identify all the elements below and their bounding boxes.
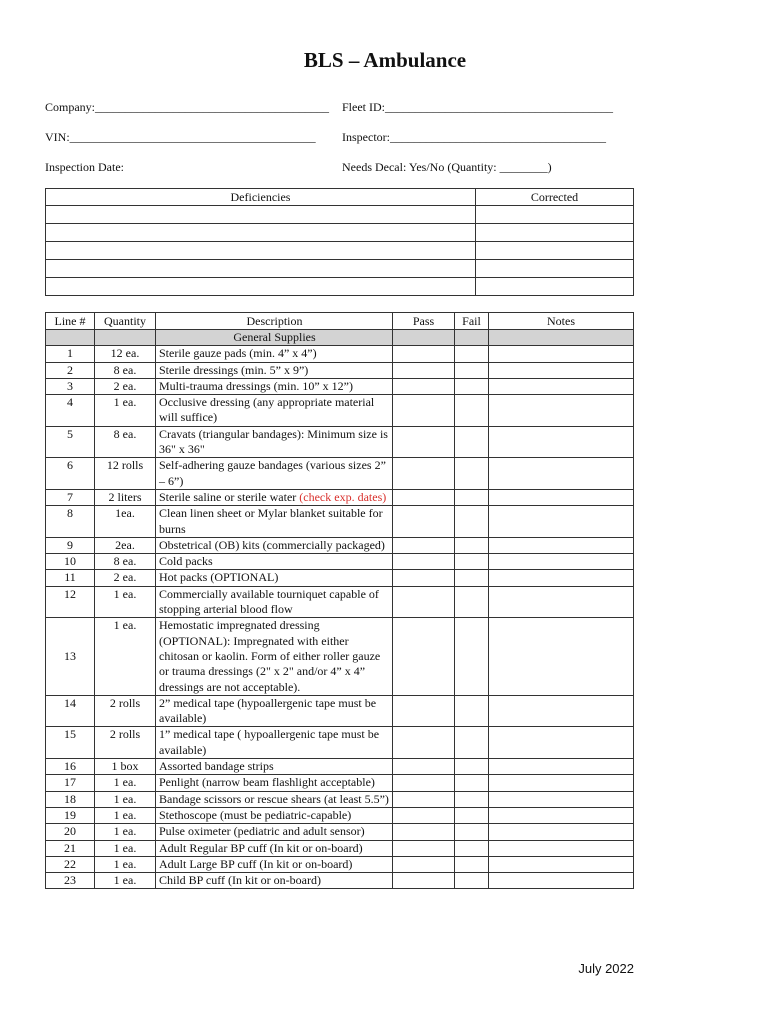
quantity: 1 ea. <box>95 824 156 840</box>
line-number: 1 <box>46 346 95 362</box>
quantity: 2 ea. <box>95 378 156 394</box>
description-text: Cravats (triangular bandages): Minimum size is 36" x 36" <box>159 426 388 457</box>
section-row <box>46 330 634 346</box>
table-row <box>46 775 634 791</box>
quantity: 1 ea. <box>95 807 156 823</box>
notes-cell[interactable] <box>489 489 634 505</box>
deficiency-row <box>46 278 634 296</box>
corrected-cell[interactable] <box>476 278 634 296</box>
description <box>156 554 393 570</box>
description-text: Occlusive dressing (any appropriate material will suffice) <box>159 395 375 425</box>
notes-cell[interactable] <box>489 727 634 759</box>
description-text: Adult Regular BP cuff (In kit or on-board) <box>159 840 363 855</box>
pass-cell[interactable] <box>393 586 455 618</box>
quantity: 1 ea. <box>95 873 156 889</box>
line-number: 11 <box>46 570 95 586</box>
section-label: General Supplies <box>156 330 393 346</box>
notes-cell[interactable] <box>489 791 634 807</box>
quantity: 1 ea. <box>95 618 156 695</box>
fail-cell[interactable] <box>455 727 489 759</box>
description-text: Bandage scissors or rescue shears (at least 5.5”) <box>159 791 389 806</box>
table-row <box>46 695 634 727</box>
description <box>156 489 393 505</box>
line-number: 5 <box>46 426 95 458</box>
quantity: 1 ea. <box>95 856 156 872</box>
fail-cell[interactable] <box>455 570 489 586</box>
line-number: 14 <box>46 695 95 727</box>
line-number: 3 <box>46 378 95 394</box>
table-row <box>46 586 634 618</box>
description <box>156 727 393 759</box>
fail-cell[interactable] <box>455 554 489 570</box>
fail-cell[interactable] <box>455 695 489 727</box>
quantity: 2 rolls <box>95 727 156 759</box>
line-number: 17 <box>46 775 95 791</box>
table-row <box>46 346 634 362</box>
table-row <box>46 458 634 490</box>
description <box>156 570 393 586</box>
pass-cell[interactable] <box>393 570 455 586</box>
notes-cell[interactable] <box>489 840 634 856</box>
deficiency-row <box>46 224 634 242</box>
fail-cell[interactable] <box>455 506 489 538</box>
quantity: 1 ea. <box>95 840 156 856</box>
notes-cell[interactable] <box>489 618 634 695</box>
corrected-header: Corrected <box>476 189 634 206</box>
line-number: 7 <box>46 489 95 505</box>
line-number: 12 <box>46 586 95 618</box>
deficiency-row <box>46 242 634 260</box>
description-text: Sterile dressings (min. 5” x 9”) <box>159 362 309 377</box>
line-number: 21 <box>46 840 95 856</box>
deficiency-cell[interactable] <box>46 242 476 260</box>
description-text: Hemostatic impregnated dressing (OPTIONAL): Impregnated with either chitosan or kaolin. Form of either roller gauze or trauma dressings (2" x 2" and/or 4” x 4” dressings are not acceptable). <box>159 618 381 694</box>
table-row <box>46 362 634 378</box>
notes-cell[interactable] <box>489 775 634 791</box>
line-number: 23 <box>46 873 95 889</box>
line-number: 4 <box>46 395 95 427</box>
table-row <box>46 426 634 458</box>
quantity: 8 ea. <box>95 362 156 378</box>
description-text: Sterile gauze pads (min. 4” x 4”) <box>159 346 317 361</box>
pass-cell[interactable] <box>393 489 455 505</box>
pass-cell[interactable] <box>393 506 455 538</box>
deficiency-cell[interactable] <box>46 206 476 224</box>
fail-cell[interactable] <box>455 458 489 490</box>
pass-cell[interactable] <box>393 378 455 394</box>
notes-header: Notes <box>489 313 634 330</box>
quantity: 1 ea. <box>95 791 156 807</box>
description-text: 2” medical tape (hypoallergenic tape must be available) <box>159 695 377 726</box>
quantity-header: Quantity <box>95 313 156 330</box>
description-text: Assorted bandage strips <box>159 759 274 774</box>
fail-cell[interactable] <box>455 426 489 458</box>
description <box>156 537 393 553</box>
line-number: 8 <box>46 506 95 538</box>
pass-cell[interactable] <box>393 791 455 807</box>
fail-cell[interactable] <box>455 378 489 394</box>
table-row <box>46 618 634 695</box>
description-text: 1” medical tape ( hypoallergenic tape must be available) <box>159 727 380 757</box>
description-note: (check exp. dates) <box>299 489 387 504</box>
quantity: 1 ea. <box>95 586 156 618</box>
notes-cell[interactable] <box>489 378 634 394</box>
description <box>156 426 393 458</box>
quantity: 2ea. <box>95 537 156 553</box>
pass-cell[interactable] <box>393 824 455 840</box>
description <box>156 791 393 807</box>
description <box>156 759 393 775</box>
quantity: 1 box <box>95 759 156 775</box>
description-text: Stethoscope (must be pediatric-capable) <box>159 807 352 822</box>
notes-cell[interactable] <box>489 759 634 775</box>
description <box>156 856 393 872</box>
supplies-table <box>45 312 634 889</box>
table-row <box>46 554 634 570</box>
pass-header: Pass <box>393 313 455 330</box>
description <box>156 873 393 889</box>
notes-cell[interactable] <box>489 824 634 840</box>
quantity: 1 ea. <box>95 395 156 427</box>
pass-cell[interactable] <box>393 856 455 872</box>
notes-cell[interactable] <box>489 856 634 872</box>
fail-cell[interactable] <box>455 395 489 427</box>
line-number: 16 <box>46 759 95 775</box>
quantity: 2 rolls <box>95 695 156 727</box>
description <box>156 362 393 378</box>
description <box>156 618 393 695</box>
description <box>156 395 393 427</box>
pass-cell[interactable] <box>393 873 455 889</box>
table-row <box>46 727 634 759</box>
fail-cell[interactable] <box>455 775 489 791</box>
fleet-id-field[interactable]: Fleet ID:______________________________________ <box>342 100 613 114</box>
fail-cell[interactable] <box>455 489 489 505</box>
line-number: 9 <box>46 537 95 553</box>
deficiency-row <box>46 206 634 224</box>
description-header: Description <box>156 313 393 330</box>
fail-cell[interactable] <box>455 840 489 856</box>
description-text: Multi-trauma dressings (min. 10” x 12”) <box>159 378 353 393</box>
description-text: Clean linen sheet or Mylar blanket suitable for burns <box>159 506 383 536</box>
corrected-cell[interactable] <box>476 224 634 242</box>
deficiency-cell[interactable] <box>46 278 476 296</box>
line-number: 19 <box>46 807 95 823</box>
corrected-cell[interactable] <box>476 206 634 224</box>
description-text: Self-adhering gauze bandages (various sizes 2” – 6”) <box>159 458 386 488</box>
description-text: Adult Large BP cuff (In kit or on-board) <box>159 856 353 871</box>
fail-cell[interactable] <box>455 362 489 378</box>
description <box>156 807 393 823</box>
notes-cell[interactable] <box>489 346 634 362</box>
line-number: 13 <box>46 618 95 695</box>
description-text: Sterile saline or sterile water <box>159 489 300 504</box>
inspection-date-field[interactable]: Inspection Date: <box>45 160 124 174</box>
quantity: 12 rolls <box>95 458 156 490</box>
line-number: 6 <box>46 458 95 490</box>
table-row <box>46 791 634 807</box>
notes-cell[interactable] <box>489 695 634 727</box>
fail-cell[interactable] <box>455 791 489 807</box>
description <box>156 840 393 856</box>
table-row <box>46 537 634 553</box>
line-number: 15 <box>46 727 95 759</box>
table-row <box>46 395 634 427</box>
needs-decal-field[interactable]: Needs Decal: Yes/No (Quantity: ________) <box>342 160 552 174</box>
pass-cell[interactable] <box>393 554 455 570</box>
description-text: Child BP cuff (In kit or on-board) <box>159 873 321 888</box>
deficiency-cell[interactable] <box>46 224 476 242</box>
fail-cell[interactable] <box>455 807 489 823</box>
notes-cell[interactable] <box>489 426 634 458</box>
fail-cell[interactable] <box>455 586 489 618</box>
notes-cell[interactable] <box>489 807 634 823</box>
table-row <box>46 570 634 586</box>
notes-cell[interactable] <box>489 506 634 538</box>
notes-cell[interactable] <box>489 570 634 586</box>
fail-cell[interactable] <box>455 537 489 553</box>
pass-cell[interactable] <box>393 537 455 553</box>
fail-cell[interactable] <box>455 824 489 840</box>
pass-cell[interactable] <box>393 727 455 759</box>
fail-cell[interactable] <box>455 618 489 695</box>
quantity: 2 ea. <box>95 570 156 586</box>
line-number: 10 <box>46 554 95 570</box>
description <box>156 824 393 840</box>
line-number: 22 <box>46 856 95 872</box>
description <box>156 458 393 490</box>
table-row <box>46 856 634 872</box>
table-row <box>46 506 634 538</box>
line-number: 20 <box>46 824 95 840</box>
fail-cell[interactable] <box>455 759 489 775</box>
description <box>156 346 393 362</box>
description <box>156 775 393 791</box>
fail-cell[interactable] <box>455 856 489 872</box>
corrected-cell[interactable] <box>476 260 634 278</box>
pass-cell[interactable] <box>393 346 455 362</box>
description-text: Hot packs (OPTIONAL) <box>159 570 279 585</box>
corrected-cell[interactable] <box>476 242 634 260</box>
quantity: 1ea. <box>95 506 156 538</box>
deficiency-cell[interactable] <box>46 260 476 278</box>
notes-cell[interactable] <box>489 362 634 378</box>
notes-cell[interactable] <box>489 395 634 427</box>
description-text: Obstetrical (OB) kits (commercially packaged) <box>159 537 385 552</box>
description <box>156 506 393 538</box>
description <box>156 378 393 394</box>
page-title: BLS – Ambulance <box>303 48 467 72</box>
pass-cell[interactable] <box>393 458 455 490</box>
deficiencies-table <box>45 188 634 296</box>
footer-date: July 2022 <box>578 961 634 976</box>
quantity: 8 ea. <box>95 554 156 570</box>
fail-header: Fail <box>455 313 489 330</box>
pass-cell[interactable] <box>393 395 455 427</box>
inspector-field[interactable]: Inspector:____________________________________ <box>342 130 606 144</box>
quantity: 12 ea. <box>95 346 156 362</box>
pass-cell[interactable] <box>393 775 455 791</box>
notes-cell[interactable] <box>489 537 634 553</box>
description-text: Pulse oximeter (pediatric and adult sensor) <box>159 824 365 839</box>
quantity: 2 liters <box>95 489 156 505</box>
notes-cell[interactable] <box>489 873 634 889</box>
description <box>156 586 393 618</box>
table-row <box>46 873 634 889</box>
pass-cell[interactable] <box>393 759 455 775</box>
deficiency-row <box>46 260 634 278</box>
table-row <box>46 759 634 775</box>
fail-cell[interactable] <box>455 346 489 362</box>
notes-cell[interactable] <box>489 458 634 490</box>
notes-cell[interactable] <box>489 554 634 570</box>
fail-cell[interactable] <box>455 873 489 889</box>
description <box>156 695 393 727</box>
quantity: 8 ea. <box>95 426 156 458</box>
table-row <box>46 807 634 823</box>
company-field[interactable]: Company:_______________________________________ <box>45 100 329 114</box>
vin-field[interactable]: VIN:_________________________________________ <box>45 130 316 144</box>
table-row <box>46 840 634 856</box>
description-text: Penlight (narrow beam flashlight acceptable) <box>159 775 375 790</box>
pass-cell[interactable] <box>393 807 455 823</box>
line-number: 2 <box>46 362 95 378</box>
description-text: Cold packs <box>159 554 213 569</box>
pass-cell[interactable] <box>393 362 455 378</box>
pass-cell[interactable] <box>393 840 455 856</box>
table-row <box>46 378 634 394</box>
description-text: Commercially available tourniquet capable of stopping arterial blood flow <box>159 586 379 617</box>
pass-cell[interactable] <box>393 618 455 695</box>
pass-cell[interactable] <box>393 426 455 458</box>
line-header: Line # <box>46 313 95 330</box>
table-row <box>46 824 634 840</box>
notes-cell[interactable] <box>489 586 634 618</box>
pass-cell[interactable] <box>393 695 455 727</box>
quantity: 1 ea. <box>95 775 156 791</box>
line-number: 18 <box>46 791 95 807</box>
deficiencies-header: Deficiencies <box>46 189 476 206</box>
table-row <box>46 489 634 505</box>
